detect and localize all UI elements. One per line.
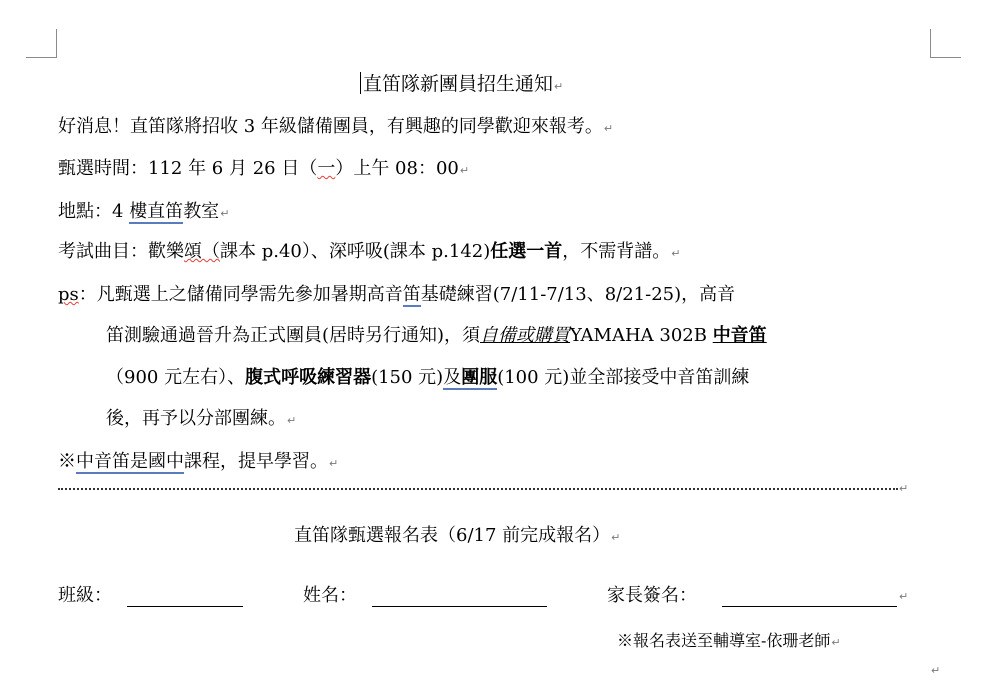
paragraph-mark: ↵ [899, 590, 909, 603]
document-title[interactable] [360, 72, 563, 99]
footer-note[interactable] [617, 629, 841, 655]
exam-choose-one: 任選一首 [490, 241, 563, 262]
paragraph-mark: ↵ [899, 482, 909, 495]
ps-text-b: 笛 [402, 284, 421, 305]
text-cursor [360, 72, 361, 94]
yamaha-model: YAMAHA 302B [570, 325, 713, 346]
location-label: 地點：4 [58, 201, 130, 222]
crop-mark-top-left-h [26, 57, 57, 58]
paragraph-mark: ↵ [611, 531, 621, 544]
paragraph-location[interactable] [58, 200, 229, 226]
form-heading-text: 直笛隊甄選報名表（6/17 前完成報名） [294, 525, 611, 546]
alto-recorder-text: 中音笛 [712, 325, 767, 346]
paragraph-ps-line1[interactable] [58, 283, 735, 307]
ps-line4-text: 後，再予以分部團練。 [106, 408, 286, 429]
uniform-text: 團服 [461, 367, 498, 388]
name-label [303, 584, 357, 608]
audition-time-text: 甄選時間：112 年 6 月 26 日（ [58, 158, 318, 179]
paragraph-ps-line4[interactable] [106, 407, 296, 433]
self-prepare-text: 自備或購買 [480, 325, 571, 346]
paragraph-ps-line2[interactable] [106, 324, 767, 348]
location-room-text: 教室 [183, 201, 220, 222]
footer-note-text: ※報名表送至輔導室-依珊老師 [617, 631, 831, 650]
dotted-separator [58, 488, 898, 490]
parent-signature-field[interactable] [722, 606, 897, 607]
note-text: 課程，提早學習。 [184, 451, 328, 472]
crop-mark-top-right-v [930, 29, 931, 57]
form-heading[interactable] [294, 524, 620, 550]
ps-text-a: ：凡甄選上之儲備同學需先參加暑期高音 [78, 284, 403, 305]
paragraph-mark: ↵ [931, 664, 941, 677]
class-label-text: 班級： [58, 585, 112, 606]
note-symbol: ※ [58, 451, 76, 472]
name-label-text: 姓名： [303, 585, 357, 606]
paragraph-note[interactable] [58, 450, 338, 476]
paragraph-mark: ↵ [459, 164, 470, 177]
paragraph-mark: ↵ [831, 636, 841, 649]
paragraph-mark: ↵ [287, 414, 297, 427]
paragraph-ps-line3[interactable] [106, 366, 749, 390]
price-alto: （900 元左右）、 [106, 367, 246, 388]
paragraph-audition-time[interactable] [58, 157, 469, 183]
parent-signature-label-text: 家長簽名： [607, 585, 697, 606]
ps-text-c: 基礎練習(7/11-7/13、8/21-25)，高音 [420, 284, 736, 305]
ps-label: ps [58, 284, 79, 305]
class-label [58, 584, 112, 608]
exam-piece-1-b: 課本 p.40） [220, 241, 311, 262]
breathing-trainer-text: 腹式呼吸練習器 [245, 367, 372, 388]
paragraph-mark: ↵ [220, 207, 230, 220]
location-floor-text: 樓直笛 [129, 201, 184, 222]
crop-mark-top-right-h [930, 57, 961, 58]
paragraph-mark: ↵ [603, 122, 614, 135]
audition-weekday: 一 [317, 158, 336, 179]
note-highlight: 中音笛是國中 [76, 451, 184, 472]
paragraph-announcement[interactable] [58, 115, 613, 141]
audition-time-value: ）上午 08：00 [335, 158, 459, 179]
announcement-text: 好消息！直笛隊將招收 3 年級儲備團員，有興趣的同學歡迎來報考。 [58, 116, 603, 137]
exam-piece-1-a: 頌（ [184, 241, 220, 262]
ps-line2-text: 笛測驗通過晉升為正式團員(居時另行通知)，須 [106, 325, 481, 346]
exam-piece-2: 、深呼吸(課本 p.142) [310, 241, 491, 262]
name-field[interactable] [372, 606, 547, 607]
price-trainer: (150 元) [371, 367, 444, 388]
paragraph-mark: ↵ [329, 457, 339, 470]
exam-no-memorize: ，不需背譜。 [562, 241, 671, 262]
exam-label: 考試曲目：歡樂 [58, 241, 184, 262]
title-text: 直笛隊新團員招生通知 [363, 73, 554, 95]
crop-mark-top-left-v [56, 29, 57, 57]
and-text: 及 [443, 367, 462, 388]
parent-signature-label [607, 584, 697, 608]
paragraph-mark: ↵ [671, 247, 681, 260]
class-field[interactable] [127, 606, 243, 607]
paragraph-exam-pieces[interactable] [58, 240, 680, 266]
paragraph-mark: ↵ [554, 80, 564, 93]
uniform-price-training: (100 元)並全部接受中音笛訓練 [497, 367, 750, 388]
